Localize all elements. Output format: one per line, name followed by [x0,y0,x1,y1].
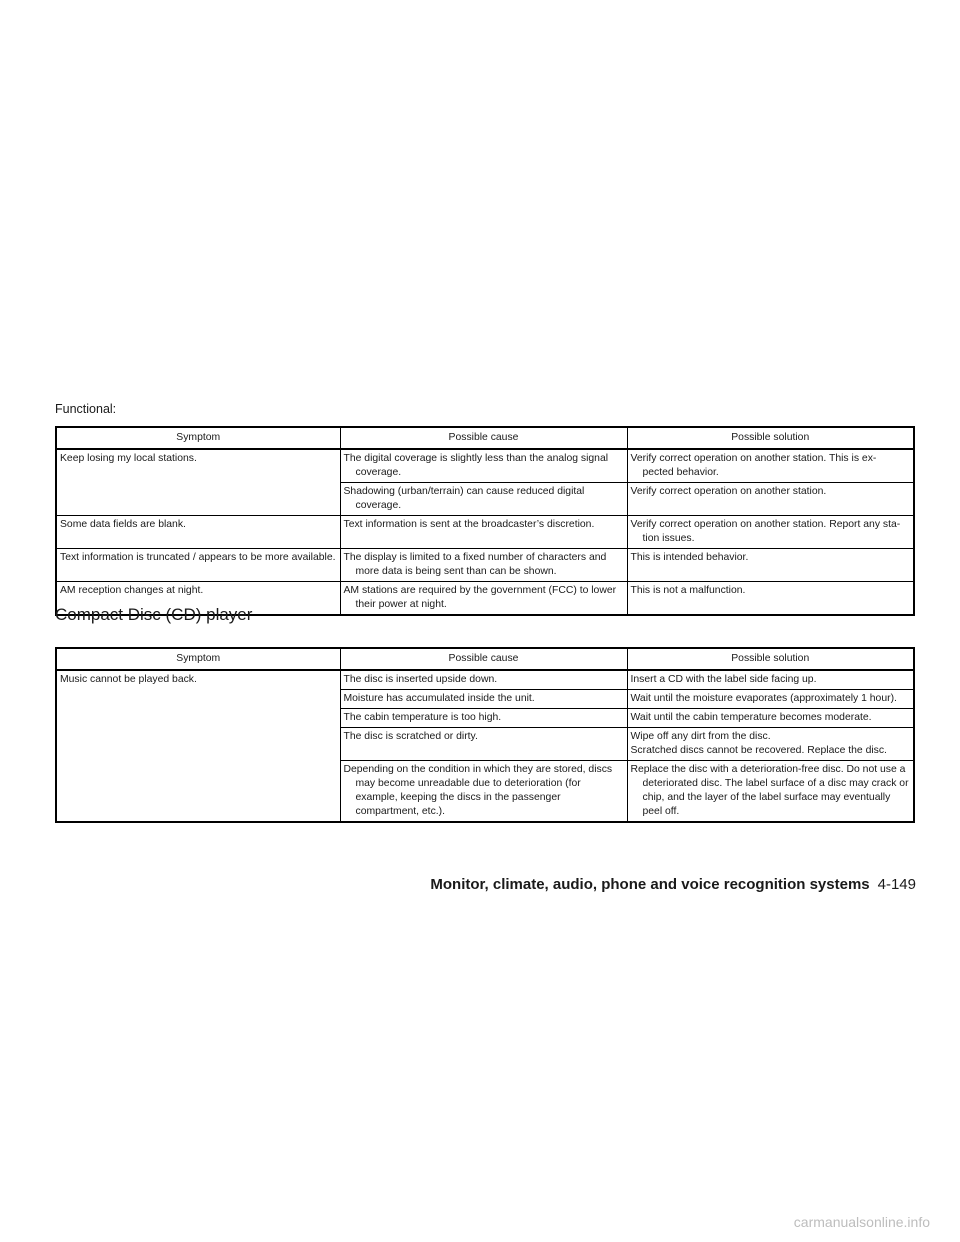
symptom-cell: Keep losing my local stations. [56,449,340,516]
symptom-cell: Some data fields are blank. [56,516,340,549]
solution-text: Wait until the moisture evaporates (approximately 1 hour). [630,693,897,704]
solution-text-2: Scratched discs cannot be recovered. Replace the disc. [630,745,887,756]
solution-cell [627,449,914,483]
cause-cell [340,582,627,616]
cd-player-table [55,647,915,823]
header-symptom: Symptom [56,648,340,670]
solution-text: This is not a malfunction. [630,585,746,596]
cause-text: Depending on the condition in which they are stored, discs may become unreadable due to deterioration (for example, keeping the discs in the passenger compartment, etc.). [343,764,613,817]
table-row [56,670,914,690]
solution-text: Replace the disc with a deterioration-free disc. Do not use a deteriorated disc. The label surface of a disc may crack or chip, and the layer of the label surface may eventually peel off. [630,764,909,817]
cd-player-heading: Compact Disc (CD) player [55,605,253,624]
solution-cell [627,483,914,516]
cause-cell [340,728,627,761]
cause-text: The digital coverage is slightly less than the analog signal coverage. [343,453,609,478]
header-possible-cause: Possible cause [340,648,627,670]
table-header-row [56,648,914,670]
watermark-text: carmanualsonline.info [793,1214,930,1230]
cause-text: The cabin temperature is too high. [343,712,502,723]
solution-text: Wipe off any dirt from the disc. [630,731,771,742]
solution-text: Verify correct operation on another station. [630,486,827,497]
solution-cell [627,761,914,823]
page-number: 4-149 [877,876,916,893]
solution-cell [627,728,914,761]
cause-text: The disc is scratched or dirty. [343,731,478,742]
cause-cell [340,761,627,823]
cause-cell [340,483,627,516]
solution-cell [627,709,914,728]
solution-cell [627,670,914,690]
solution-cell [627,582,914,616]
solution-cell [627,516,914,549]
cause-cell [340,549,627,582]
cause-text: Moisture has accumulated inside the unit. [343,693,535,704]
header-symptom: Symptom [56,427,340,449]
header-possible-solution: Possible solution [627,427,914,449]
functional-table [55,426,915,616]
table-row [56,549,914,582]
footer-section-title: Monitor, climate, audio, phone and voice recognition systems [430,876,870,893]
cause-cell [340,449,627,483]
solution-text: Verify correct operation on another station. Report any sta- tion issues. [630,519,901,544]
cause-text: Shadowing (urban/terrain) can cause reduced digital coverage. [343,486,585,511]
cause-text: The display is limited to a fixed number of characters and more data is being sent than can be shown. [343,552,607,577]
cause-cell [340,670,627,690]
table-row [56,449,914,483]
symptom-cell: Text information is truncated / appears to be more available. [56,549,340,582]
solution-text: Verify correct operation on another station. This is ex- pected behavior. [630,453,877,478]
cause-cell [340,690,627,709]
solution-cell [627,549,914,582]
solution-text: Wait until the cabin temperature becomes moderate. [630,712,872,723]
solution-text: This is intended behavior. [630,552,749,563]
cause-cell [340,516,627,549]
cause-text: Text information is sent at the broadcaster’s discretion. [343,519,595,530]
cause-text: The disc is inserted upside down. [343,674,498,685]
solution-text: Insert a CD with the label side facing up. [630,674,817,685]
page-footer [430,876,916,893]
symptom-cell: AM reception changes at night. [56,582,340,616]
table-header-row [56,427,914,449]
cause-cell [340,709,627,728]
solution-cell [627,690,914,709]
table-row [56,516,914,549]
header-possible-solution: Possible solution [627,648,914,670]
header-possible-cause: Possible cause [340,427,627,449]
functional-label: Functional: [55,402,117,416]
symptom-cell: Music cannot be played back. [56,670,340,822]
cause-text: AM stations are required by the government (FCC) to lower their power at night. [343,585,617,610]
